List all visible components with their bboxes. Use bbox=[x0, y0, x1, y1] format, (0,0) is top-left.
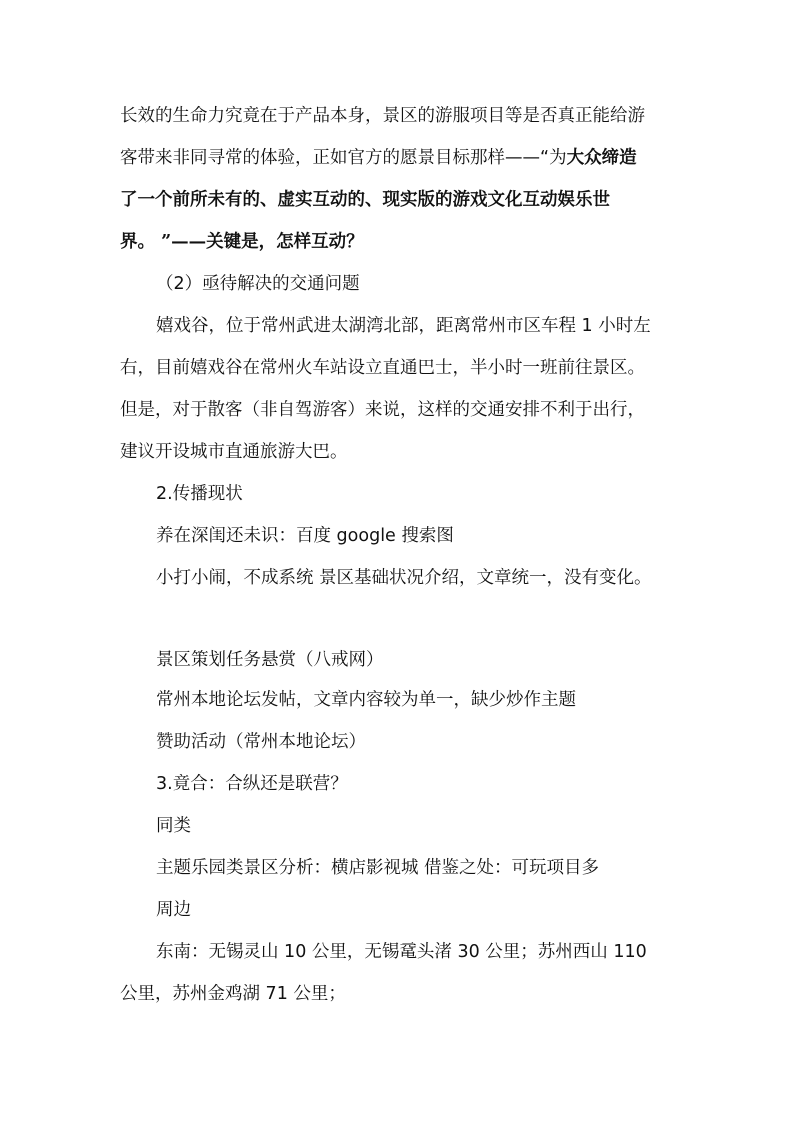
paragraph-line-18: 主题乐园类景区分析：横店影视城 借鉴之处：可玩项目多 bbox=[156, 858, 600, 878]
paragraph-line-14: 常州本地论坛发帖，文章内容较为单一，缺少炒作主题 bbox=[156, 690, 576, 710]
paragraph-line-2 bbox=[120, 146, 637, 170]
paragraph-line-20: 东南：无锡灵山 10 公里，无锡鼋头渚 30 公里；苏州西山 110 bbox=[156, 942, 647, 962]
paragraph-line-3-bold: 了一个前所未有的、虚实互动的、现实版的游戏文化互动娱乐世 bbox=[120, 190, 610, 210]
paragraph-line-2-text: 客带来非同寻常的体验，正如官方的愿景目标那样——“为 bbox=[120, 148, 567, 168]
paragraph-line-2-bold: 大众缔造 bbox=[566, 148, 637, 168]
paragraph-line-6: 嬉戏谷，位于常州武进太湖湾北部，距离常州市区车程 1 小时左 bbox=[156, 316, 651, 336]
paragraph-line-13: 景区策划任务悬赏（八戒网） bbox=[156, 650, 384, 670]
paragraph-line-1: 长效的生命力究竟在于产品本身，景区的游服项目等是否真正能给游 bbox=[120, 106, 645, 126]
paragraph-line-12: 小打小闹，不成系统 景区基础状况介绍，文章统一，没有变化。 bbox=[156, 568, 652, 588]
paragraph-line-7: 右，目前嬉戏谷在常州火车站设立直通巴士，半小时一班前往景区。 bbox=[120, 358, 645, 378]
section-heading-competition: 3.竟合：合纵还是联营？ bbox=[156, 774, 348, 794]
paragraph-line-11: 养在深闺还未识：百度 google 搜索图 bbox=[156, 526, 454, 546]
paragraph-line-9: 建议开设城市直通旅游大巴。 bbox=[120, 442, 348, 462]
paragraph-line-15: 赞助活动（常州本地论坛） bbox=[156, 732, 366, 752]
subheading-surroundings: 周边 bbox=[156, 900, 191, 920]
paragraph-line-21: 公里，苏州金鸡湖 71 公里； bbox=[120, 984, 346, 1004]
paragraph-line-4-bold: 界。 ”——关键是，怎样互动？ bbox=[120, 232, 364, 252]
section-heading-communication: 2.传播现状 bbox=[156, 484, 243, 504]
section-heading-traffic: （2）亟待解决的交通问题 bbox=[156, 274, 360, 294]
paragraph-line-8: 但是，对于散客（非自驾游客）来说，这样的交通安排不利于出行， bbox=[120, 400, 645, 420]
subheading-same-type: 同类 bbox=[156, 816, 191, 836]
